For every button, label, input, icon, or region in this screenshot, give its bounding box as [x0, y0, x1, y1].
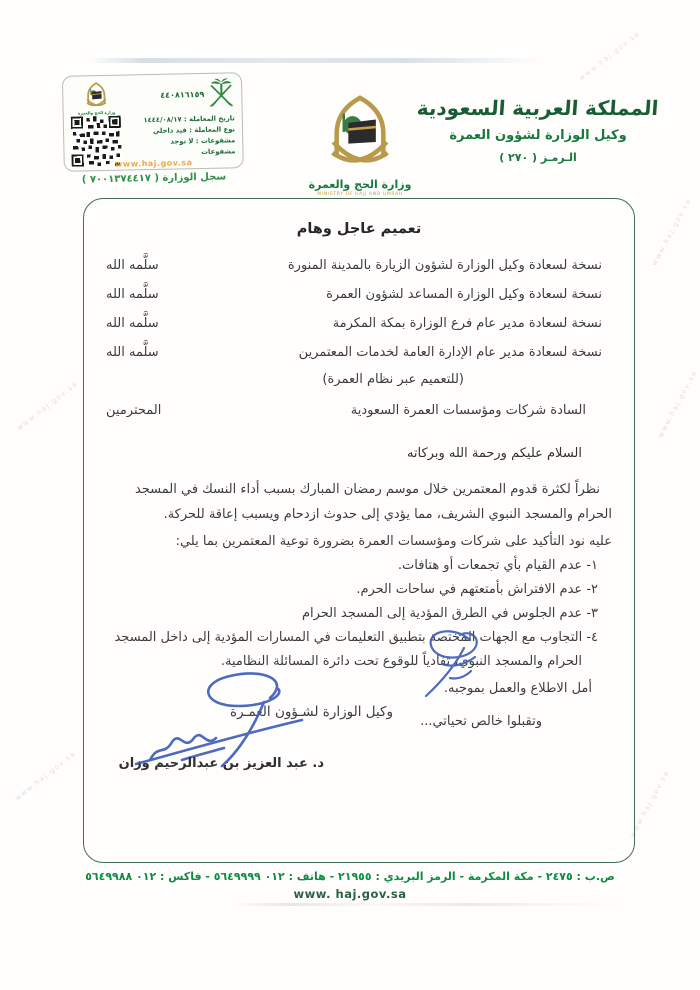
- closing-line-1: أمل الاطلاع والعمل بموجبه.: [443, 681, 592, 697]
- cc-recipient: نسخة لسعادة مدير عام فرع الوزارة بمكة المكرمة: [332, 316, 602, 331]
- letterhead: [415, 96, 659, 164]
- transaction-number: ٤٤٠٨١٦١٥٩: [160, 89, 205, 100]
- footer: [0, 870, 700, 901]
- ministry-name-arabic: وزارة الحج والعمرة: [308, 178, 412, 191]
- cc-recipient: نسخة لسعادة وكيل الوزارة المساعد لشؤون العمرة: [326, 287, 602, 302]
- ministry-registry-number: سجل الوزارة ( ٧٠٠١٣٧٤٤١٧ ): [81, 171, 227, 186]
- saudi-emblem-icon: [208, 78, 235, 109]
- addressee: السادة شركات ومؤسسات العمرة السعودية: [350, 403, 586, 418]
- list-item-2: ٢- عدم الافتراش بأمتعتهم في ساحات الحرم.: [356, 582, 598, 598]
- list-item-4: ٤- التجاوب مع الجهات المختصة بتطبيق التعليمات في المسارات المؤدية إلى داخل المسجد الحرام والمسجد النبوي، تفادياً للوقوع تحت دائرة المسائلة النظامية.: [114, 630, 598, 670]
- signer-title: وكيل الوزارة لشـؤون العمـرة: [230, 704, 393, 720]
- addressee-row: [106, 397, 612, 425]
- ministry-mini-logo: [70, 81, 123, 116]
- stamp-date-line: تاريخ المعاملة : ١٤٤٤/٠٨/١٧: [143, 114, 235, 125]
- body-paragraph-1: نظراً لكثرة قدوم المعتمرين خلال موسم رمضان المبارك بسبب أداء النسك في المسجد الحرام والمسجد النبوي الشريف، مما يؤدي إلى حدوث ازدحام ويسبب إعاقة للحركة.: [134, 482, 612, 523]
- list-item-3: ٣- عدم الجلوس في الطرق المؤدية إلى المسجد الحرام: [301, 606, 598, 622]
- scan-watermark: www.haj.gov.sa: [577, 29, 642, 83]
- scan-watermark: www.haj.gov.sa: [656, 368, 699, 440]
- kingdom-title: المملكة العربية السعودية: [415, 96, 659, 120]
- cc-salutation: سلَّمه الله: [106, 287, 159, 302]
- cc-row: [106, 338, 612, 367]
- circulation-note: (للتعميم عبر نظام العمرة): [322, 372, 464, 387]
- greeting: السلام عليكم ورحمة الله وبركاته: [406, 446, 582, 461]
- scan-streak: [88, 58, 543, 63]
- scan-watermark: www.haj.gov.sa: [628, 768, 671, 840]
- hajj-ministry-arch-icon: [324, 92, 396, 172]
- scan-watermark: www.haj.gov.sa: [15, 379, 80, 433]
- cc-recipient: نسخة لسعادة مدير عام الإدارة العامة لخدمات المعتمرين: [298, 345, 602, 360]
- cc-salutation: سلَّمه الله: [106, 316, 159, 331]
- hajj-ministry-arch-icon: [81, 81, 112, 110]
- office-title: وكيل الوزارة لشؤون العمرة: [449, 128, 627, 143]
- stamp-type-line: نوع المعاملة : قيد داخلي: [152, 125, 236, 136]
- stamp-attachments-line2: مشفوعات: [201, 147, 236, 156]
- scan-streak: [230, 903, 630, 906]
- cc-row: [106, 251, 612, 280]
- scan-watermark: www.haj.gov.sa: [13, 749, 78, 803]
- scan-watermark: www.haj.gov.sa: [650, 196, 693, 268]
- cc-salutation: سلَّمه الله: [106, 258, 159, 273]
- stamp-card: [62, 72, 244, 172]
- list-item-1: ١- عدم القيام بأي تجمعات أو هتافات.: [397, 558, 598, 574]
- footer-website: www. haj.gov.sa: [293, 887, 407, 901]
- stamp-website-watermark: www.haj.gov.sa: [114, 158, 193, 169]
- body-paragraph-2: عليه نود التأكيد على شركات ومؤسسات العمرة بضرورة توعية المعتمرين بما يلي:: [175, 533, 612, 549]
- ministry-logo: [293, 92, 427, 197]
- signer-name: د. عبد العزيز بن عبدالرحيم وزان: [118, 756, 324, 771]
- closing-line-2: وتقبلوا خالص تحياتي...: [420, 713, 542, 729]
- cc-recipient: نسخة لسعادة وكيل الوزارة لشؤون الزيارة بالمدينة المنورة: [287, 258, 602, 273]
- addressee-salutation: المحترمين: [106, 403, 162, 418]
- letter-title: تعميم عاجل وهام: [296, 221, 422, 237]
- ministry-name-english: MINISTRY OF HAJJ AND UMRAH: [317, 192, 403, 197]
- cc-salutation: سلَّمه الله: [106, 345, 159, 360]
- transaction-stamp: [62, 72, 244, 186]
- footer-contact-line: ص.ب : ٢٤٧٥ - مكة المكرمة - الرمز البريدي : ٢١٩٥٥ - هاتف : ٠١٢ ٥٦٤٩٩٩٩ - فاكس : ٠١٢ ٥٦٤٩٩٨٨: [85, 870, 615, 883]
- office-code: الـرمـز ( ٢٧٠ ): [499, 151, 577, 164]
- cc-row: [106, 280, 612, 309]
- mini-logo-label: وزارة الحج والعمرة: [77, 109, 116, 116]
- cc-row: [106, 309, 612, 338]
- initials-signature-ink: [408, 620, 493, 700]
- stamp-attachments-line: مشفوعات : لا توجد: [170, 136, 236, 146]
